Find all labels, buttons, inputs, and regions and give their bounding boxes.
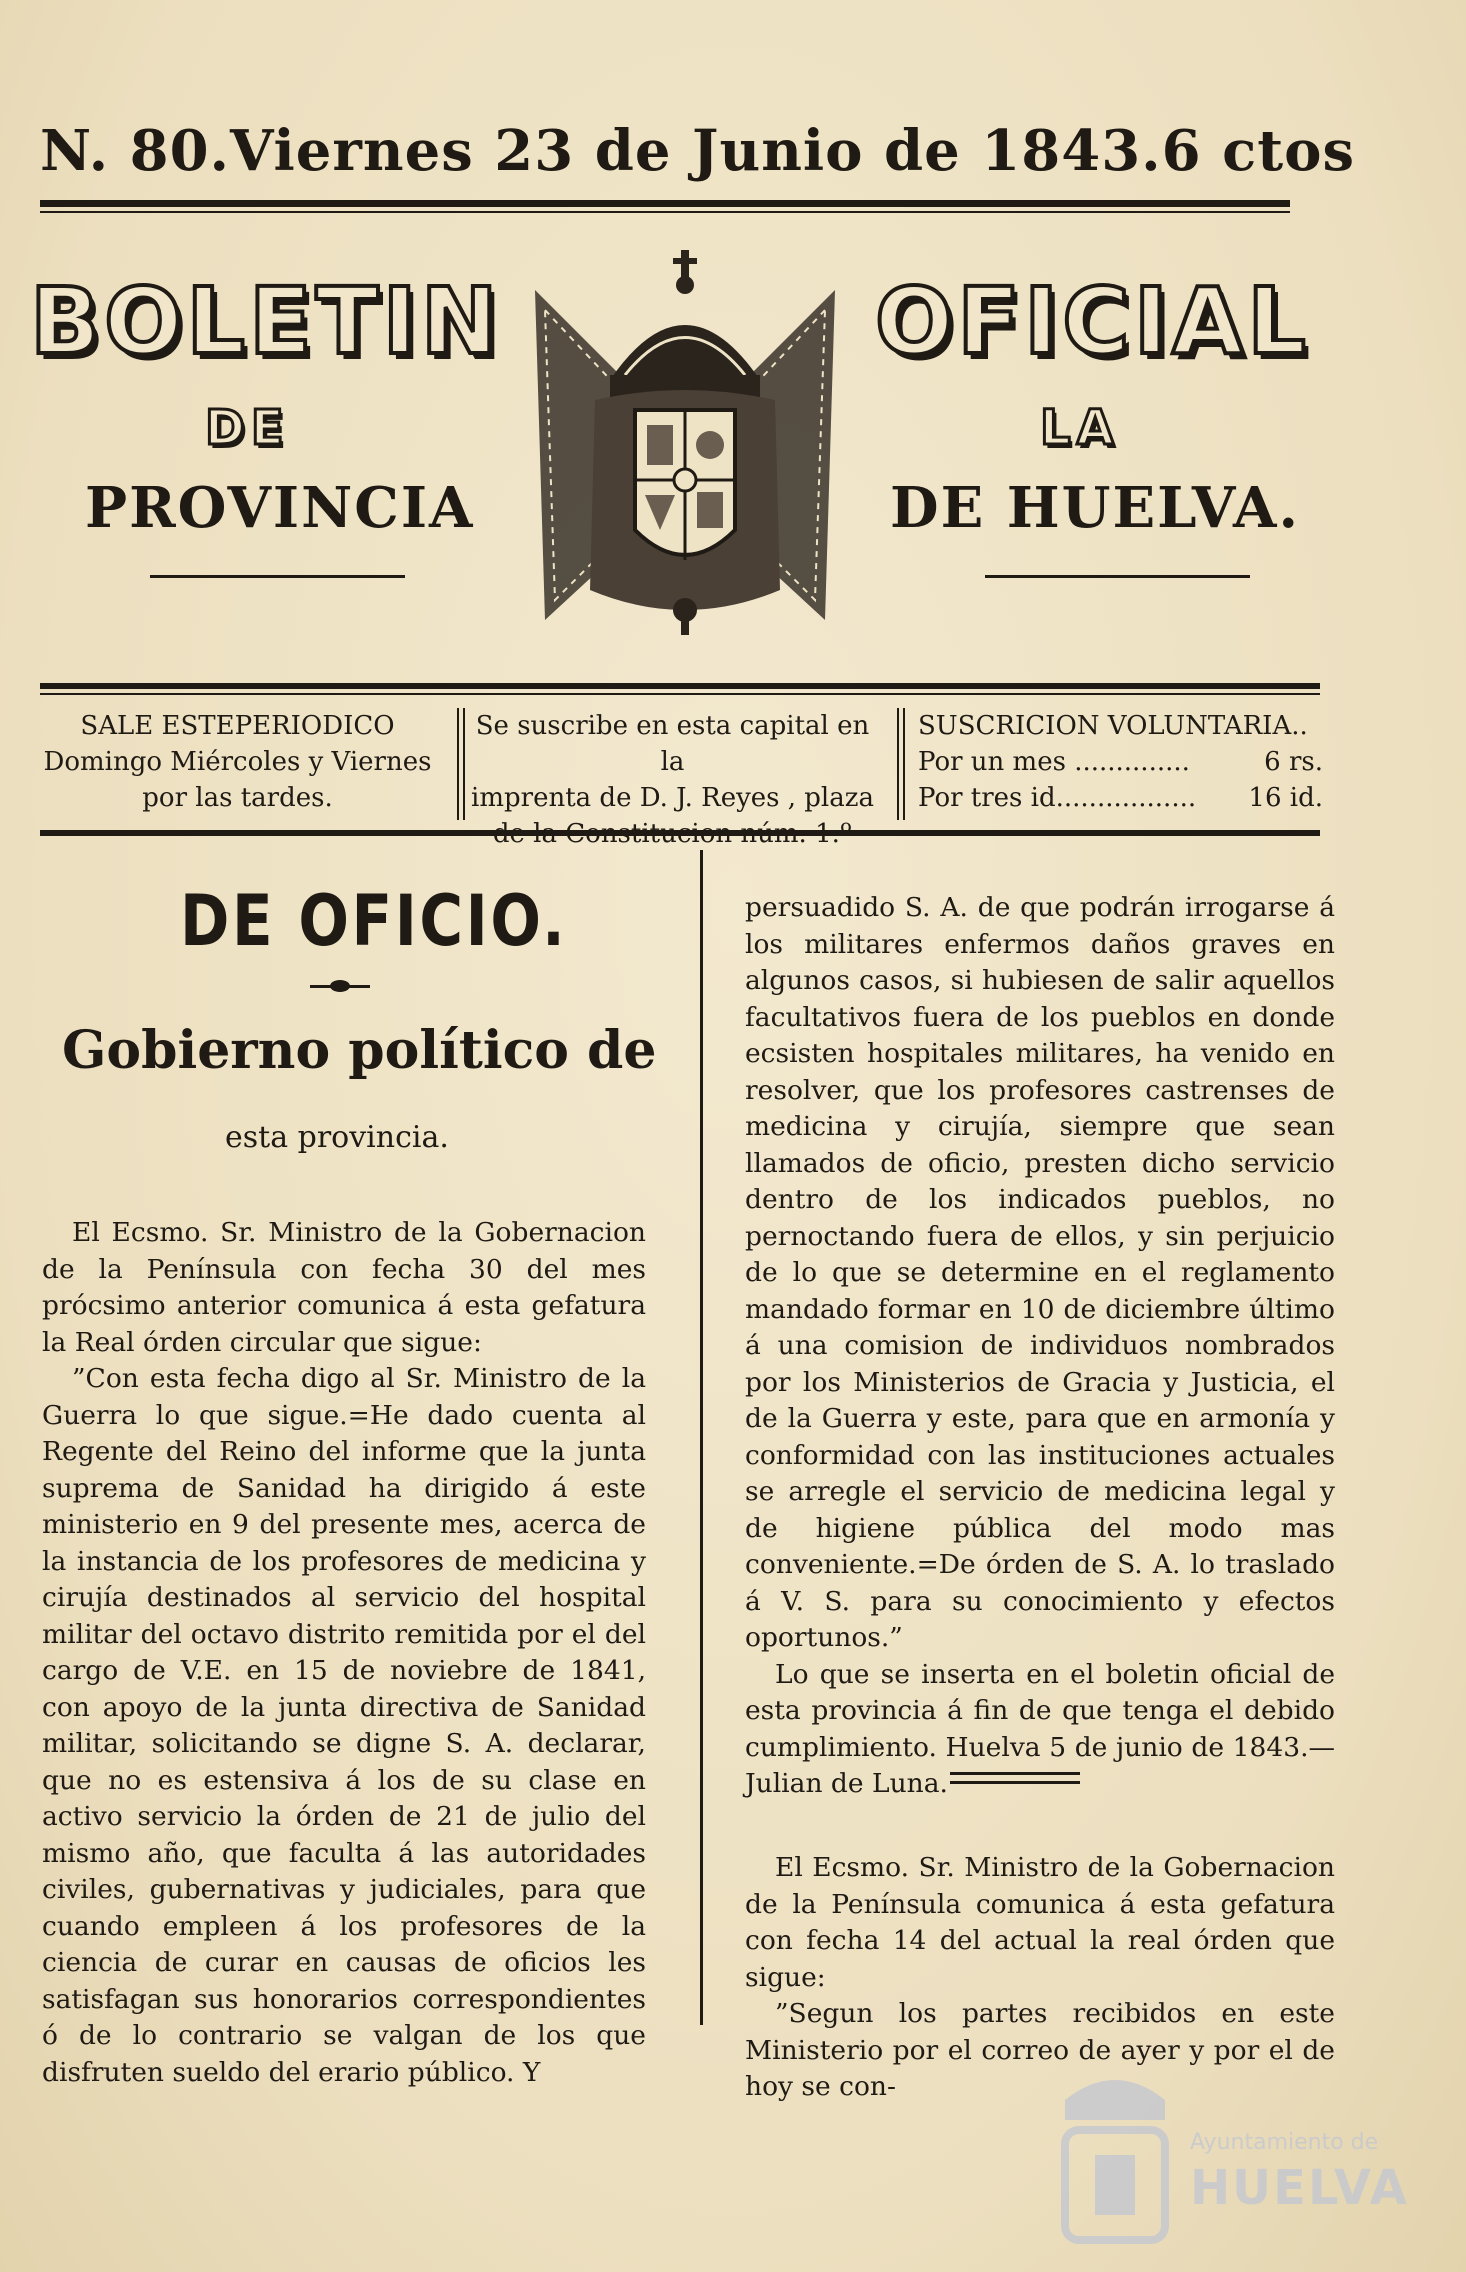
watermark-line-1: Ayuntamiento de: [1190, 2130, 1379, 2155]
info-divider: [897, 708, 899, 820]
info-left-line-3: por las tardes.: [142, 783, 333, 813]
section-separator: [950, 1781, 1080, 1784]
paragraph: El Ecsmo. Sr. Ministro de la Gobernacion de la Península con fecha 30 del mes prócsimo anterior comunica á esta gefatura la Real órden circular que sigue:: [42, 1217, 646, 1358]
title-la: LA: [1040, 400, 1120, 456]
masthead-rule: [40, 200, 1290, 207]
info-rule-bottom: [40, 830, 1320, 836]
info-left-line-1: SALE ESTEPERIODICO: [80, 711, 395, 741]
archive-watermark: [1050, 2060, 1409, 2250]
right-column-text: [745, 890, 1335, 1803]
rate-label: Por un mes ..............: [918, 747, 1190, 777]
masthead-rule-thin: [40, 211, 1290, 213]
paragraph: ”Segun los partes recibidos en este Ministerio por el correo de ayer y por el de hoy se con-: [745, 1998, 1335, 2102]
info-divider: [903, 708, 905, 820]
issue-date: Viernes 23 de Junio de 1843.: [230, 118, 1162, 184]
info-left-line-2: Domingo Miércoles y Viernes: [43, 747, 432, 777]
title-provincia: PROVINCIA: [85, 475, 475, 541]
section-separator: [950, 1772, 1080, 1775]
column-divider: [700, 850, 703, 2025]
info-divider: [457, 708, 459, 820]
paragraph: El Ecsmo. Sr. Ministro de la Gobernacion de la Península comunica á esta gefatura con fecha 14 del actual la real órden que sigue:: [745, 1852, 1335, 1993]
rate-row: [918, 780, 1323, 816]
coat-of-arms-icon: [515, 230, 855, 640]
rate-value: 6 rs.: [1264, 747, 1323, 777]
title-underline-right: [985, 575, 1250, 578]
title-oficial: OFICIAL: [875, 268, 1310, 375]
article-subheading: esta provincia.: [225, 1120, 449, 1155]
info-rule-top-thin: [40, 693, 1320, 695]
info-divider: [463, 708, 465, 820]
info-middle-line-2: imprenta de D. J. Reyes , plaza: [471, 783, 874, 813]
rate-label: Por tres id.................: [918, 783, 1197, 813]
paragraph: ”Con esta fecha digo al Sr. Ministro de la Guerra lo que sigue.=He dado cuenta al Regente del Reino del informe que la junta suprema de Sanidad ha dirigido á este ministerio en 9 del presente mes, acerca de la instancia de los profesores de medicina y cirujía destinados al servicio del hospital militar del octavo distrito remitida por el del cargo de V.E. en 15 de noviebre de 1841, con apoyo de la junta directiva de Sanidad militar, solicitando se digne S. A. declarar, que no es estensiva á los de su clase en activo servicio la órden de 21 de julio del mismo año, que faculta á las autoridades civiles, gubernativas y judiciales, para que cuando empleen á los profesores de la ciencia de curar en causas de oficios les satisfagan sus honorarios correspondientes ó de lo contrario se valgan de los que disfruten sueldo del erario público. Y: [42, 1363, 646, 2088]
info-publication-days: [40, 708, 435, 816]
rate-value: 16 id.: [1248, 783, 1323, 813]
title-boletin: BOLETIN: [30, 268, 502, 375]
masthead-topline: [40, 118, 1355, 184]
paragraph: persuadido S. A. de que podrán irrogarse á los militares enfermos daños graves en algunos casos, si hubiesen de salir aquellos facultativos fuera de los pueblos en donde ecsisten hospitales militares, ha venido en resolver, que los profesores castrenses de medicina y cirujía, siempre que sean llamados de oficio, presten dicho servicio dentro de los indicados pueblos, no pernoctando fuera de ellos, y sin perjuicio de lo que se determine en el reglamento mandado formar en 10 de diciembre último á una comision de individuos nombrados por los Ministerios de Gracia y Justicia, el de la Guerra y este, para que en armonía y conformidad con las instituciones actuales se arregle el servicio de medicina legal y de higiene pública del modo mas conveniente.=De órden de S. A. lo traslado á V. S. para su conocimiento y efectos oportunos.”: [745, 892, 1335, 1653]
info-middle-line-1: Se suscribe en esta capital en la: [475, 711, 870, 777]
paragraph: Lo que se inserta en el boletin oficial de esta provincia á fin de que tenga el debido cumplimiento. Huelva 5 de junio de 1843.—Julian de Luna.: [745, 1658, 1335, 1799]
rates-title: SUSCRICION VOLUNTARIA..: [918, 711, 1308, 741]
rate-row: [918, 744, 1323, 780]
info-subscription-rates: [918, 708, 1323, 816]
issue-price: 6 ctos: [1161, 118, 1355, 184]
section-heading-de-oficio: DE OFICIO.: [180, 880, 568, 962]
title-de: DE: [205, 400, 290, 456]
article-heading: Gobierno político de: [62, 1020, 657, 1081]
title-de-huelva: DE HUELVA.: [890, 475, 1300, 541]
title-underline-left: [150, 575, 405, 578]
issue-number: N. 80.: [40, 118, 231, 184]
ornament-divider-dot: [330, 980, 350, 992]
watermark-line-2: HUELVA: [1190, 2160, 1409, 2216]
left-column-text: [42, 1215, 646, 2091]
info-rule-top: [40, 683, 1320, 689]
city-crest-icon: [1050, 2060, 1180, 2250]
